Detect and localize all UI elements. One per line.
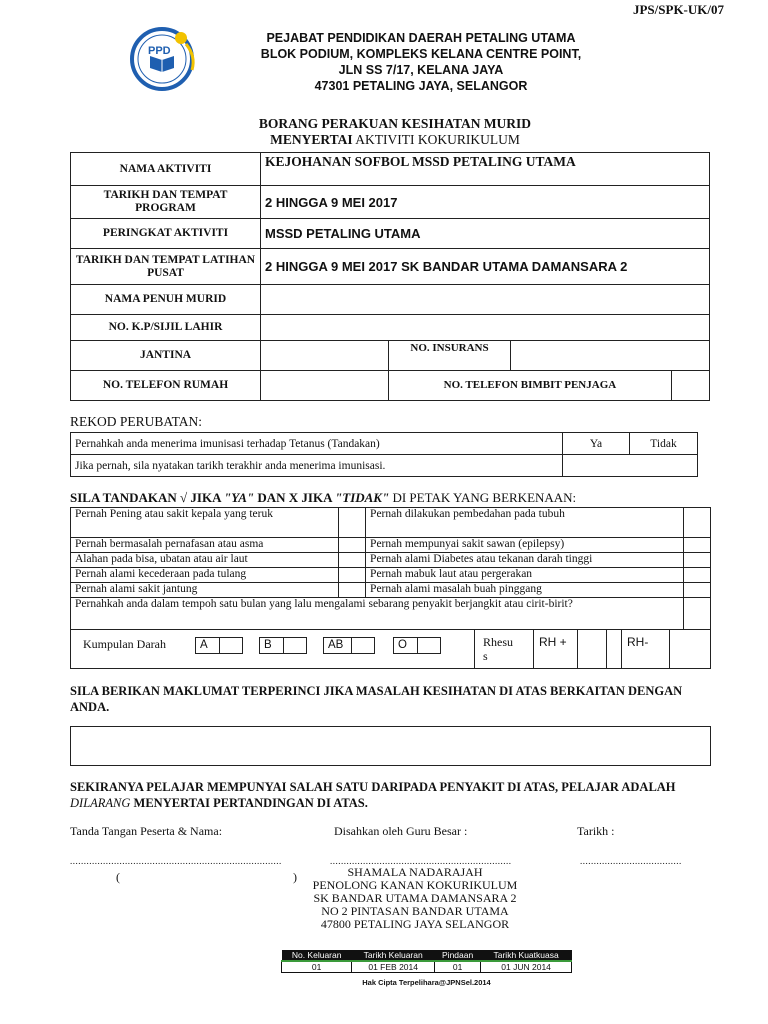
illness-checkbox[interactable] <box>683 553 710 568</box>
office-line: BLOK PODIUM, KOMPLEKS KELANA CENTRE POINT, <box>260 47 582 61</box>
training-label: TARIKH DAN TEMPAT LATIHAN PUSAT <box>71 249 261 285</box>
gender-label: JANTINA <box>71 341 261 371</box>
rhesus-label <box>483 635 513 663</box>
blood-group-a[interactable]: A <box>195 637 243 654</box>
training-value[interactable]: 2 HINGGA 9 MEI 2017 SK BANDAR UTAMA DAMANSARA 2 <box>261 249 710 285</box>
detail-instruction: SILA BERIKAN MAKLUMAT TERPERINCI JIKA MASALAH KESIHATAN DI ATAS BERKAITAN DENGAN ANDA. <box>70 684 683 714</box>
tick-part3: DI PETAK YANG BERKENAAN: <box>389 490 577 505</box>
control-value: 01 <box>282 961 352 973</box>
illness-checkbox[interactable] <box>683 583 710 598</box>
control-value: 01 FEB 2014 <box>352 961 435 973</box>
paren-open: ( <box>116 870 120 884</box>
home-phone-label: NO. TELEFON RUMAH <box>71 371 261 401</box>
illness-checkbox[interactable] <box>339 568 366 583</box>
officer-position: PENOLONG KANAN KOKURIKULUM <box>312 878 518 892</box>
title-line1: BORANG PERAKUAN KESIHATAN MURID <box>258 116 532 131</box>
tick-part1: SILA TANDAKAN √ JIKA <box>70 490 225 505</box>
illness-checkbox[interactable] <box>339 583 366 598</box>
headmaster-signature-label: Disahkan oleh Guru Besar : <box>334 824 468 838</box>
illness-label: Pernah alami sakit jantung <box>71 583 339 598</box>
fullname-field[interactable] <box>261 285 710 315</box>
illness-label: Pernah alami Diabetes atau tekanan darah tinggi <box>366 553 684 568</box>
form-code: JPS/SPK-UK/07 <box>632 2 724 17</box>
participant-signature-label: Tanda Tangan Peserta & Nama: <box>70 824 223 838</box>
medical-record-title: REKOD PERUBATAN: <box>70 414 203 429</box>
copyright: Hak Cipta Terpelihara@JPNSel.2014 <box>362 978 491 987</box>
office-line: 47301 PETALING JAYA, SELANGOR <box>314 79 528 93</box>
control-header: Pindaan <box>435 950 481 961</box>
office-line: JLN SS 7/17, KELANA JAYA <box>338 63 504 77</box>
date-line[interactable]: ..................................... <box>580 856 682 866</box>
paren-close: ) <box>293 870 297 884</box>
program-value[interactable]: 2 HINGGA 9 MEI 2017 <box>261 186 710 219</box>
insurance-label: NO. INSURANS <box>389 341 511 371</box>
divider <box>577 629 578 668</box>
tick-part2: DAN X JIKA <box>254 490 336 505</box>
rh-positive[interactable]: RH + <box>539 635 567 649</box>
rh-negative[interactable]: RH- <box>627 635 649 649</box>
tetanus-no[interactable]: Tidak <box>630 433 698 455</box>
logo-text: PPD <box>148 45 171 57</box>
control-value: 01 JUN 2014 <box>481 961 572 973</box>
officer-school: SK BANDAR UTAMA DAMANSARA 2 <box>313 891 517 905</box>
illness-label: Pernah dilakukan pembedahan pada tubuh <box>366 508 684 538</box>
tetanus-question: Pernahkah anda menerima imunisasi terhadap Tetanus (Tandakan) <box>71 433 563 455</box>
gender-field[interactable] <box>261 341 389 371</box>
blood-group-label: Kumpulan Darah <box>83 637 166 651</box>
illness-checkbox[interactable] <box>683 538 710 553</box>
rhesus-label-line1: Rhesu <box>483 635 513 649</box>
office-address <box>236 30 606 94</box>
title-line2-rest: AKTIVITI KOKURIKULUM <box>352 132 520 147</box>
warning-line1: SEKIRANYA PELAJAR MEMPUNYAI SALAH SATU DARIPADA PENYAKIT DI ATAS, PELAJAR ADALAH <box>70 780 676 794</box>
health-detail-field[interactable] <box>70 726 711 766</box>
title-line2-bold: MENYERTAI <box>270 132 353 147</box>
headmaster-signature-line[interactable]: .................................................................. <box>330 856 512 866</box>
ic-label: NO. K.P/SIJIL LAHIR <box>71 315 261 341</box>
guardian-phone-field[interactable] <box>671 371 709 401</box>
illness-label: Pernah mabuk laut atau pergerakan <box>366 568 684 583</box>
blood-group-row <box>70 629 711 669</box>
divider <box>474 629 475 668</box>
blood-group-b[interactable]: B <box>259 637 307 654</box>
tick-tidak: "TIDAK" <box>335 490 390 505</box>
immunisation-date-question: Jika pernah, sila nyatakan tarikh terakhir anda menerima imunisasi. <box>71 455 563 477</box>
fullname-label: NAMA PENUH MURID <box>71 285 261 315</box>
tetanus-yes[interactable]: Ya <box>563 433 630 455</box>
home-phone-field[interactable] <box>261 371 389 401</box>
control-header: Tarikh Kuatkuasa <box>481 950 572 961</box>
participant-signature-line[interactable]: ............................................................................. <box>70 856 282 866</box>
control-value: 01 <box>435 961 481 973</box>
warning-italic: DILARANG <box>70 796 131 810</box>
medical-record-table <box>70 432 698 477</box>
activity-name-value[interactable]: KEJOHANAN SOFBOL MSSD PETALING UTAMA <box>261 153 710 186</box>
level-label: PERINGKAT AKTIVITI <box>71 219 261 249</box>
officer-block <box>290 866 540 931</box>
immunisation-date-field[interactable] <box>563 455 698 477</box>
program-label: TARIKH DAN TEMPAT PROGRAM <box>71 186 261 219</box>
control-header: No. Keluaran <box>282 950 352 961</box>
illness-label: Pernah mempunyai sakit sawan (epilepsy) <box>366 538 684 553</box>
divider <box>606 629 607 668</box>
divider <box>669 629 670 668</box>
divider <box>621 629 622 668</box>
activity-name-label: NAMA AKTIVITI <box>71 153 261 186</box>
ic-field[interactable] <box>261 315 710 341</box>
guardian-phone-label: NO. TELEFON BIMBIT PENJAGA <box>389 371 672 401</box>
warning-text <box>70 779 730 811</box>
rhesus-label-line2: s <box>483 649 488 663</box>
divider <box>533 629 534 668</box>
illness-label: Alahan pada bisa, ubatan atau air laut <box>71 553 339 568</box>
officer-address: NO 2 PINTASAN BANDAR UTAMA <box>321 904 509 918</box>
officer-name: SHAMALA NADARAJAH <box>347 865 483 879</box>
officer-address: 47800 PETALING JAYA SELANGOR <box>320 917 510 931</box>
blood-group-o[interactable]: O <box>393 637 441 654</box>
office-line: PEJABAT PENDIDIKAN DAERAH PETALING UTAMA <box>266 31 576 45</box>
illness-checkbox[interactable] <box>683 508 710 538</box>
illness-label: Pernah alami kecederaan pada tulang <box>71 568 339 583</box>
ppd-logo <box>126 26 214 92</box>
date-label: Tarikh : <box>577 824 615 838</box>
blood-group-ab[interactable]: AB <box>323 637 375 654</box>
illness-checkbox[interactable] <box>339 553 366 568</box>
control-header: Tarikh Keluaran <box>352 950 435 961</box>
warning-line2: MENYERTAI PERTANDINGAN DI ATAS. <box>130 796 368 810</box>
illness-checkbox[interactable] <box>339 508 366 538</box>
illness-checklist <box>70 507 711 630</box>
form-title <box>150 116 640 148</box>
document-control-table <box>281 950 572 973</box>
infectious-question: Pernahkah anda dalam tempoh satu bulan yang lalu mengalami sebarang penyakit berjangkit atau cirit-birit? <box>71 598 684 630</box>
infectious-checkbox[interactable] <box>683 598 710 630</box>
illness-label: Pernah bermasalah pernafasan atau asma <box>71 538 339 553</box>
illness-label: Pernah Pening atau sakit kepala yang teruk <box>71 508 339 538</box>
illness-checkbox[interactable] <box>339 538 366 553</box>
level-value[interactable]: MSSD PETALING UTAMA <box>261 219 710 249</box>
illness-label: Pernah alami masalah buah pinggang <box>366 583 684 598</box>
tick-instruction <box>70 490 576 506</box>
illness-checkbox[interactable] <box>683 568 710 583</box>
insurance-field[interactable] <box>511 341 710 371</box>
activity-info-table <box>70 152 710 401</box>
tick-ya: "YA" <box>224 490 255 505</box>
